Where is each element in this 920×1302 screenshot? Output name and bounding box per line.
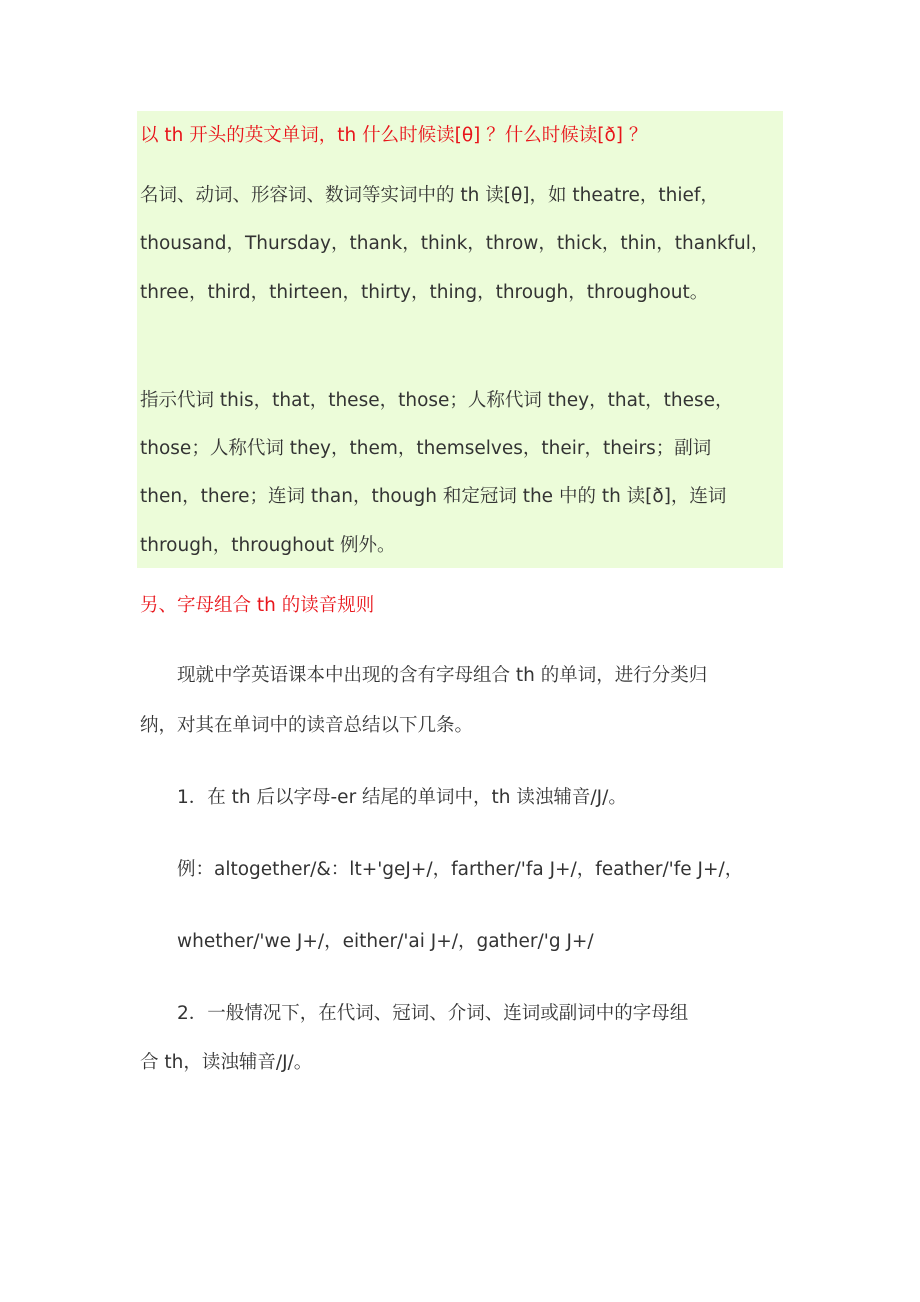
para1-line-2: thousand，Thursday，thank，think，throw，thick，thin，thankful，: [140, 233, 770, 254]
para2-line-3: then，there；连词 than，though 和定冠词 the 中的 th 读[ð]，连词: [140, 486, 727, 507]
section-heading: 另、字母组合 th 的读音规则: [140, 595, 375, 616]
rule1-example-line-1: 例：altogether/&：lt+'geJ+/，farther/'fa J+/，feather/'fe J+/，: [177, 859, 744, 880]
intro-line-2: 纳，对其在单词中的读音总结以下几条。: [140, 715, 474, 736]
rule1-example-line-2: whether/'we J+/，either/'ai J+/，gather/'g J+/: [177, 931, 594, 952]
para1-line-1: 名词、动词、形容词、数词等实词中的 th 读[θ]，如 theatre，thief，: [140, 185, 719, 206]
intro-line-1: 现就中学英语课本中出现的含有字母组合 th 的单词，进行分类归: [177, 665, 708, 686]
para2-line-1: 指示代词 this，that，these，those；人称代词 they，that，these，: [140, 390, 734, 411]
para2-line-2: those；人称代词 they，them，themselves，their，theirs；副词: [140, 438, 712, 459]
para2-line-4: through，throughout 例外。: [140, 535, 396, 556]
rule2-line-2: 合 th，读浊辅音/J/。: [140, 1052, 313, 1073]
para1-line-3: three，third，thirteen，thirty，thing，through，throughout。: [140, 282, 709, 303]
highlight-title: 以 th 开头的英文单词，th 什么时候读[θ] ？什么时候读[ð] ？: [140, 125, 648, 146]
rule1-text: 1．在 th 后以字母-er 结尾的单词中，th 读浊辅音/J/。: [177, 787, 627, 808]
rule2-line-1: 2．一般情况下，在代词、冠词、介词、连词或副词中的字母组: [177, 1003, 689, 1024]
